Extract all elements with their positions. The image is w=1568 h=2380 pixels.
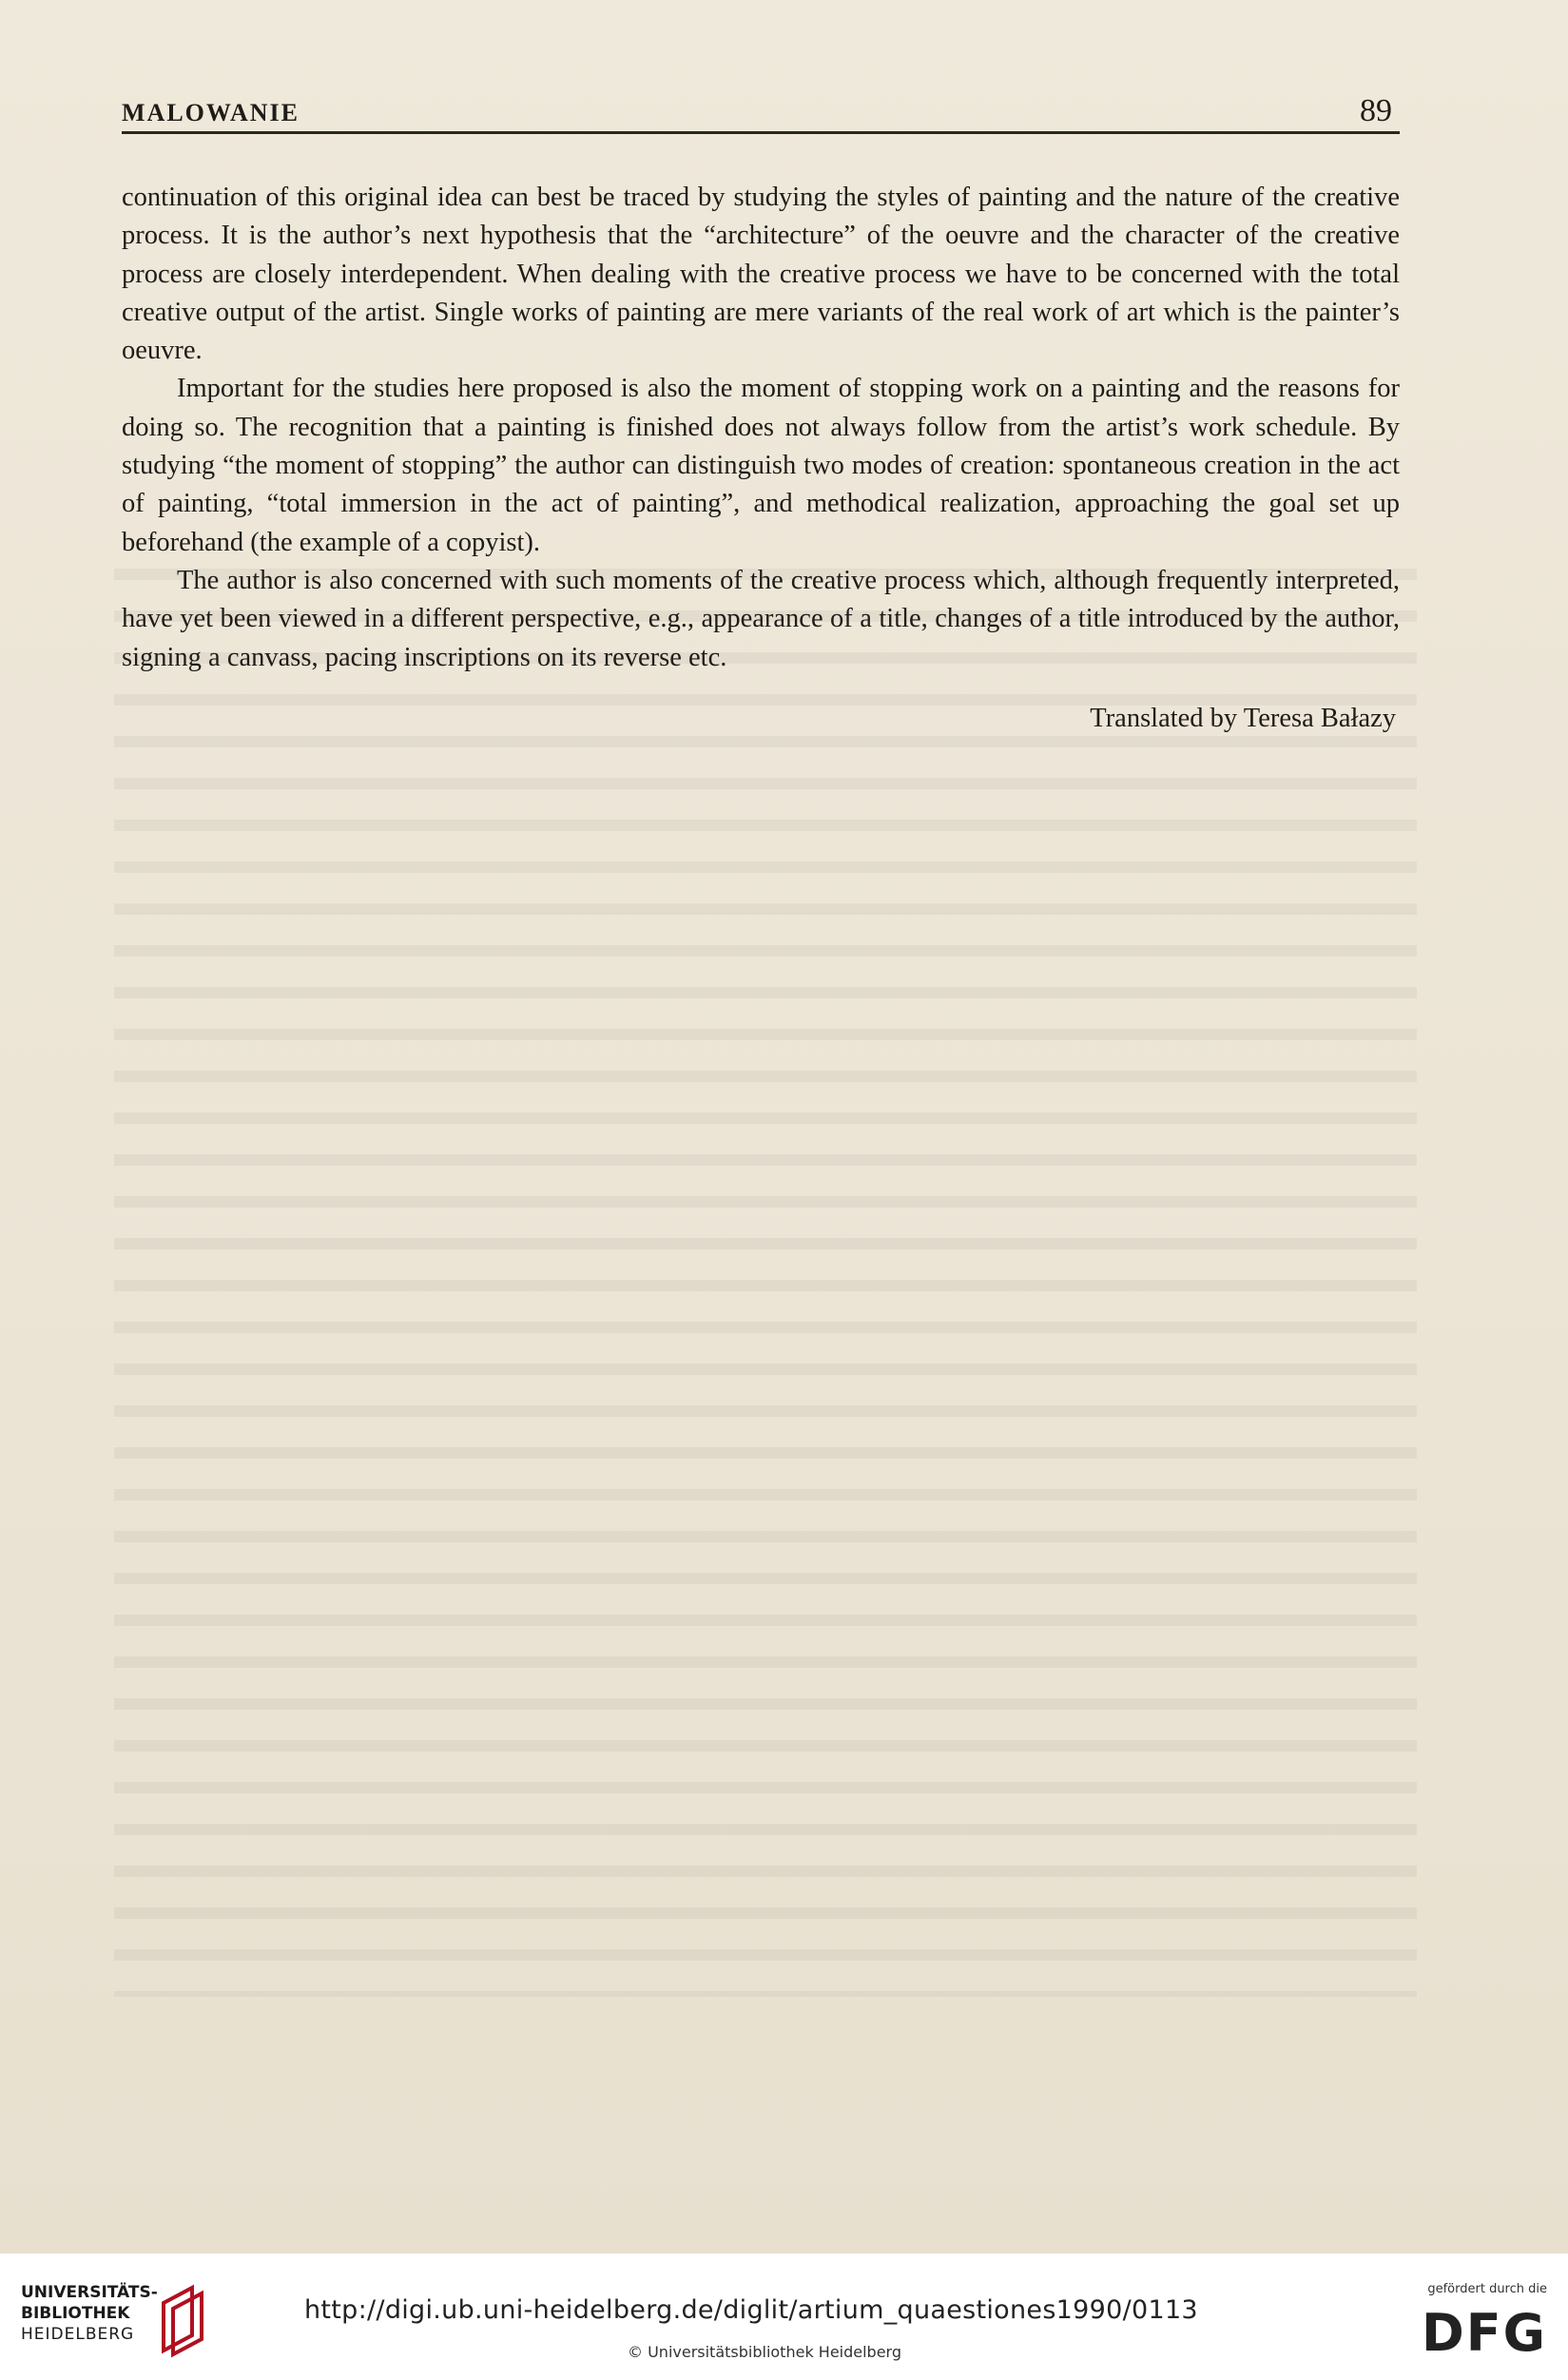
running-head	[122, 87, 1400, 134]
translator-credit: Translated by Teresa Bałazy	[1090, 703, 1396, 733]
running-title: MALOWANIE	[122, 99, 300, 126]
digitization-footer	[0, 2254, 1568, 2380]
dfg-logo-text: DFG	[1421, 2303, 1547, 2363]
show-through-texture	[114, 551, 1417, 1997]
paragraph-3: The author is also concerned with such moments of the creative process which, although frequently interpreted, have yet been viewed in a different perspective, e.g., appearance of a title, changes of a title introduced by the author, signing a canvass, pacing inscriptions on its reverse etc.	[122, 565, 1400, 672]
library-logo	[21, 2282, 306, 2358]
library-name-line1: UNIVERSITÄTS-	[21, 2283, 158, 2302]
funding-caption: gefördert durch die	[1427, 2282, 1547, 2296]
permalink-url[interactable]: http://digi.ub.uni-heidelberg.de/diglit/artium_quaestiones1990/0113	[304, 2295, 1198, 2325]
library-name-line2: BIBLIOTHEK	[21, 2304, 130, 2323]
library-name-line3: HEIDELBERG	[21, 2325, 135, 2344]
page-number: 89	[1360, 93, 1392, 128]
article-body	[122, 179, 1400, 738]
library-name	[21, 2282, 158, 2345]
library-mark-icon	[154, 2284, 211, 2358]
paragraph-2: Important for the studies here proposed is also the moment of stopping work on a painting and the reasons for doing so. The recognition that a painting is finished does not always follow from the artist’s work schedule. By studying “the moment of stopping” the author can distinguish two modes of creation: spontaneous creation in the act of painting, “total immersion in the act of painting”, and methodical realization, approaching the goal set up beforehand (the example of a copyist).	[122, 374, 1400, 557]
copyright-notice: © Universitätsbibliothek Heidelberg	[628, 2343, 902, 2361]
funder-logo	[1404, 2282, 1547, 2368]
paragraph-1: continuation of this original idea can best be traced by studying the styles of painting and the nature of the creative process. It is the author’s next hypothesis that the “architecture” of the oeuvre and the character of the creative process are closely interdependent. When dealing with the creative process we have to be concerned with the total creative output of the artist. Single works of painting are mere variants of the real work of art which is the painter’s oeuvre.	[122, 183, 1400, 366]
